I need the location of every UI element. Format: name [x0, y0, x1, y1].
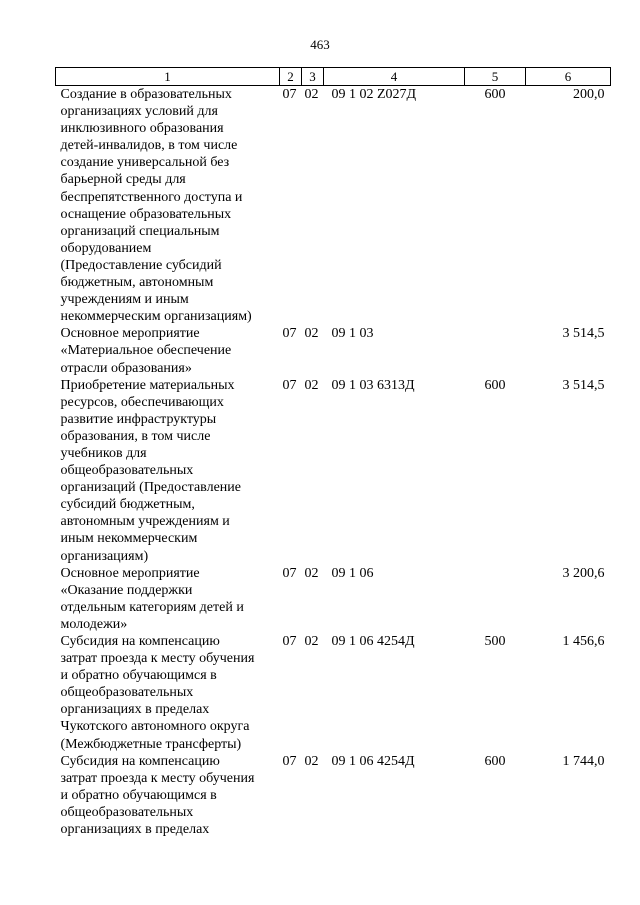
table-row — [56, 86, 611, 326]
row-amount: 200,0 — [573, 87, 605, 102]
table-row — [56, 633, 611, 753]
row-expense-type: 600 — [484, 87, 506, 102]
row-section: 07 — [282, 565, 297, 581]
header-col-3: 3 — [302, 68, 324, 86]
row-subsection: 02 — [304, 634, 319, 649]
row-section: 07 — [282, 753, 297, 769]
header-col-6: 6 — [526, 68, 611, 86]
row-subsection: 02 — [304, 87, 319, 102]
row-amount: 3 514,5 — [562, 326, 605, 342]
row-expense-type — [465, 325, 526, 376]
row-expense-type: 600 — [484, 753, 506, 769]
header-col-2: 2 — [280, 68, 302, 86]
row-target-code: 09 1 02 Z027Д — [331, 87, 417, 102]
table-row — [56, 325, 611, 376]
header-col-4: 4 — [324, 68, 465, 86]
row-subsection: 02 — [304, 565, 319, 581]
row-name: Основное мероприятие «Оказание поддержки отдельным категориям детей и молодежи» — [60, 565, 244, 632]
row-section: 07 — [282, 377, 297, 393]
row-target-code: 09 1 06 4254Д — [331, 634, 415, 649]
row-section: 07 — [282, 326, 297, 342]
table-row — [56, 565, 611, 633]
row-target-code: 09 1 03 6313Д — [331, 377, 415, 393]
row-target-code: 09 1 06 4254Д — [331, 753, 415, 769]
row-amount: 1 744,0 — [562, 753, 605, 769]
table-row — [56, 753, 611, 838]
row-amount: 3 514,5 — [562, 377, 605, 393]
row-subsection: 02 — [304, 753, 319, 769]
table-body — [56, 86, 611, 839]
row-name: Основное мероприятие «Материальное обеспечение отрасли образования» — [60, 326, 232, 376]
row-section: 07 — [282, 634, 297, 649]
table-row — [56, 377, 611, 565]
row-expense-type: 600 — [484, 377, 506, 393]
row-section: 07 — [282, 87, 297, 102]
row-expense-type: 500 — [484, 634, 506, 649]
header-col-5: 5 — [465, 68, 526, 86]
row-expense-type — [465, 565, 526, 633]
row-amount: 1 456,6 — [562, 634, 605, 649]
row-subsection: 02 — [304, 326, 319, 342]
row-name: Приобретение материальных ресурсов, обеспечивающих развитие инфраструктуры образования, в том числе учебников для общеобразовательных организаций (Предоставление субсидий бюджетным, автономным учреждениям и иным некоммерческим организациям) — [60, 377, 241, 564]
row-amount: 3 200,6 — [562, 565, 605, 581]
header-row — [56, 68, 611, 86]
budget-table — [55, 67, 611, 838]
row-target-code: 09 1 06 — [331, 565, 374, 581]
table-header — [56, 68, 611, 86]
page-number: 463 — [310, 37, 330, 52]
row-name: Субсидия на компенсацию затрат проезда к месту обучения и обратно обучающимся в общеобразовательных организациях в пределах — [60, 753, 255, 838]
row-name: Создание в образовательных организациях условий для инклюзивного образования детей-инвалидов, в том числе создание универсальной без барьерной среды для беспрепятственного доступа и оснащение образовательных организаций специальным оборудованием (Предоставление субсидий бюджетным, автономным учреждениям и иным некоммерческим организациям) — [60, 87, 252, 325]
header-col-1: 1 — [56, 68, 280, 86]
row-name: Субсидия на компенсацию затрат проезда к месту обучения и обратно обучающимся в общеобразовательных организациях в пределах Чукотского автономного округа (Межбюджетные трансферты) — [60, 634, 255, 752]
row-subsection: 02 — [304, 377, 319, 393]
row-target-code: 09 1 03 — [331, 326, 374, 342]
